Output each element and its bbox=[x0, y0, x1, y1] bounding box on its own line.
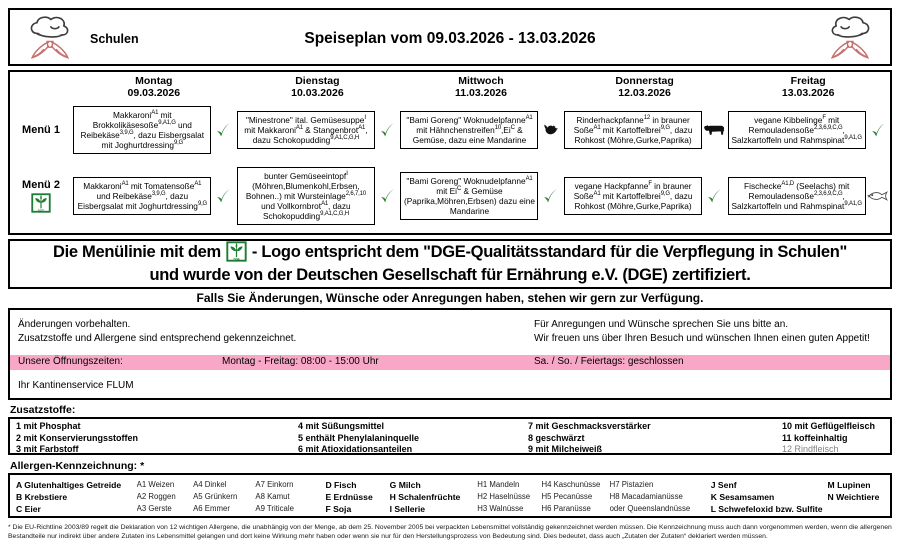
header-box bbox=[8, 8, 892, 66]
info-note-appetit: Wir freuen uns über Ihren Besuch und wünschen Ihnen einen guten Appetit! bbox=[534, 333, 870, 344]
allergens-box bbox=[8, 473, 892, 518]
allergen-item: A8 Kamut bbox=[255, 492, 290, 501]
menu2-cell bbox=[399, 158, 563, 233]
day-column bbox=[726, 72, 890, 233]
check-icon bbox=[703, 186, 725, 206]
svg-text:DGE: DGE bbox=[37, 208, 45, 212]
info-note-additives: Zusatzstoffe und Allergene sind entsprechend gekennzeichnet. bbox=[18, 333, 297, 344]
check-icon bbox=[376, 120, 398, 140]
allergen-item: D Fisch bbox=[325, 480, 357, 490]
menu1-cell bbox=[236, 102, 400, 158]
allergen-item: H Schalenfrüchte bbox=[389, 492, 461, 502]
opening-hours-label: Unsere Öffnungszeiten: bbox=[18, 356, 123, 367]
allergen-item: M Lupinen bbox=[827, 480, 871, 490]
check-icon bbox=[212, 120, 234, 140]
allergen-item: K Sesamsamen bbox=[710, 492, 775, 502]
allergen-item: A2 Roggen bbox=[136, 492, 176, 501]
allergen-item: A5 Grünkern bbox=[193, 492, 238, 501]
day-header bbox=[726, 72, 890, 102]
allergen-item: H2 Haselnüsse bbox=[477, 492, 531, 501]
opening-hours-weekend: Sa. / So. / Feiertags: geschlossen bbox=[534, 356, 684, 367]
dge-notice-line1-before: Die Menülinie mit dem bbox=[52, 243, 221, 261]
days-columns bbox=[72, 72, 890, 233]
allergen-column bbox=[477, 479, 541, 515]
day-column bbox=[399, 72, 563, 233]
additive-item: 10 mit Geflügelfleisch bbox=[782, 421, 876, 431]
additive-item: 4 mit Süßungsmittel bbox=[298, 421, 385, 431]
additives-title: Zusatzstoffe: bbox=[10, 404, 76, 416]
allergen-column bbox=[193, 479, 255, 515]
day-header bbox=[399, 72, 563, 102]
allergen-item: A3 Gerste bbox=[136, 504, 172, 513]
dge-logo bbox=[226, 241, 247, 262]
day-date: 10.03.2026 bbox=[291, 87, 344, 99]
allergen-item: E Erdnüsse bbox=[325, 492, 373, 502]
dge-notice-line2: und wurde von der Deutschen Gesellschaft für Ernährung e.V. (DGE) zertifiziert. bbox=[149, 266, 751, 284]
allergen-column bbox=[137, 479, 193, 515]
menu2-cell bbox=[236, 158, 400, 233]
day-date: 09.03.2026 bbox=[127, 87, 181, 99]
additives-box bbox=[8, 417, 892, 455]
allergen-item: A4 Dinkel bbox=[193, 480, 227, 489]
day-name: Montag bbox=[135, 75, 173, 87]
additive-item: 9 mit Milcheiweiß bbox=[528, 444, 603, 454]
cow-icon bbox=[703, 120, 725, 140]
allergen-item: A1 Weizen bbox=[136, 480, 175, 489]
meal-text: "Bami Goreng" Woknudelpfanne$^{A1}$ mit $Ei^C$ & Gemüse (Paprika,Möhren,Erbsen) dazu eine Mandarine bbox=[400, 172, 538, 220]
meal-text: "Minestrone" ital. Gemüsesuppe$^I$ mit Makkaroni$^{A1}$ & Stangenbrot$^{A1}$, dazu Schokopudding$^{9,A1,C,G,H}$ bbox=[237, 111, 375, 149]
menu1-row-label: Menü 1 bbox=[22, 124, 60, 136]
day-column bbox=[236, 72, 400, 233]
check-icon bbox=[376, 186, 398, 206]
day-name: Dienstag bbox=[295, 75, 340, 87]
chicken-icon bbox=[539, 120, 561, 140]
allergen-item: A7 Einkorn bbox=[255, 480, 294, 489]
additive-item: 12 Rindfleisch bbox=[782, 444, 839, 454]
additives-column bbox=[298, 421, 419, 456]
allergen-item: F Soja bbox=[325, 504, 352, 514]
dge-notice-box bbox=[8, 239, 892, 289]
menu2-cell bbox=[563, 158, 727, 233]
meal-text: Makkaroni$^{A1}$ mit Brokkolikäsesoße$^{9,A1,G}$ und Reibekäse$^{3,9,G}$, dazu Eisbergsalat mit Joghurtdressing$^{9,G}$ bbox=[73, 106, 211, 154]
menu2-cell bbox=[726, 158, 890, 233]
meal-text: Rinderhackpfanne$^{12}$ in brauner Soße$^{A1}$ mit Kartoffelbrei$^{9,G}$, dazu Rohkost (Möhre,Gurke,Paprika) bbox=[564, 111, 702, 149]
menu2-cell bbox=[72, 158, 236, 233]
menu1-cell bbox=[563, 102, 727, 158]
day-date: 11.03.2026 bbox=[454, 87, 507, 99]
additive-item: 6 mit Atioxidationsanteilen bbox=[298, 444, 413, 454]
canteen-service-line: Ihr Kantinenservice FLUM bbox=[18, 380, 134, 391]
allergen-column bbox=[541, 479, 609, 515]
info-box bbox=[8, 308, 892, 400]
day-header bbox=[72, 72, 236, 102]
check-icon bbox=[539, 186, 561, 206]
additives-column bbox=[16, 421, 138, 456]
day-name: Mittwoch bbox=[458, 75, 504, 87]
menu1-cell bbox=[726, 102, 890, 158]
meal-text: bunter Gemüseeintopf$^I$ (Möhren,Blumenkohl,Erbsen, Bohnen..) mit Wursteinlage$^{2,6,7,10}$ und Vollkornbrot$^{A1}$, dazu Schokopudding$^{9,A1,C,G,H}$ bbox=[237, 167, 375, 225]
additives-column bbox=[528, 421, 651, 456]
day-column bbox=[72, 72, 236, 233]
allergens-title: Allergen-Kennzeichnung: * bbox=[10, 460, 145, 472]
day-date: 12.03.2026 bbox=[618, 87, 671, 99]
allergen-item: I Sellerie bbox=[389, 504, 426, 514]
allergen-item: H3 Walnüsse bbox=[477, 504, 524, 513]
menu1-cell bbox=[399, 102, 563, 158]
meal-text: Fischecke$^{A1,D}$ (Seelachs) mit Remouladensoße$^{2,3,6,9,C,G}$, Salzkartoffeln und Rahmspinat$^{9,A1,G}$ bbox=[728, 177, 866, 215]
info-note-suggestions: Für Anregungen und Wünsche sprechen Sie uns bitte an. bbox=[534, 319, 789, 330]
additive-item: 8 geschwärzt bbox=[528, 432, 585, 443]
allergen-item: H1 Mandeln bbox=[477, 480, 520, 489]
svg-text:DGE: DGE bbox=[233, 257, 240, 262]
info-note-changes: Änderungen vorbehalten. bbox=[18, 319, 131, 330]
additive-item: 1 mit Phosphat bbox=[16, 421, 81, 431]
dge-notice-line1 bbox=[53, 241, 847, 264]
allergen-column bbox=[16, 479, 137, 515]
allergen-column bbox=[325, 479, 389, 515]
additive-item: 11 koffeinhaltig bbox=[782, 432, 848, 443]
menu1-cell bbox=[72, 102, 236, 158]
allergen-item: H5 Pecanüsse bbox=[541, 492, 593, 501]
meal-text: vegane Kibbelinge$^F$ mit Remouladensoße$^{2,3,6,9,C,G}$, Salzkartoffeln und Rahmspinat$^{9,A1,G}$ bbox=[728, 111, 866, 149]
allergen-item: H7 Pistazien bbox=[609, 480, 654, 489]
allergen-item: J Senf bbox=[710, 480, 737, 490]
chef-hat-icon bbox=[824, 12, 876, 66]
allergen-item: oder Queenslandnüsse bbox=[609, 504, 691, 513]
menu-table bbox=[8, 70, 892, 235]
fish-icon bbox=[867, 186, 889, 206]
meal-text: vegane Hackpfanne$^F$ in brauner Soße$^{A1}$ mit Kartoffelbrei$^{9,G}$, dazu Rohkost (Möhre,Gurke,Paprika) bbox=[564, 177, 702, 215]
additives-column bbox=[782, 421, 875, 456]
additive-item: 5 enthält Phenylalaninquelle bbox=[298, 432, 420, 443]
day-header bbox=[563, 72, 727, 102]
allergen-item: A6 Emmer bbox=[193, 504, 230, 513]
menu2-row-label: Menü 2 bbox=[22, 178, 60, 191]
opening-hours-band bbox=[10, 355, 890, 370]
allergen-column bbox=[711, 479, 828, 515]
day-header bbox=[236, 72, 400, 102]
day-column bbox=[563, 72, 727, 233]
day-name: Donnerstag bbox=[615, 75, 674, 87]
meal-text: Makkaroni$^{A1}$ mit Tomatensoße$^{A1}$ und Reibekäse$^{3,9,G}$, dazu Eisbergsalat mit Joghurtdressing$^{9,G}$ bbox=[73, 177, 211, 215]
allergen-item: G Milch bbox=[389, 480, 421, 490]
check-icon bbox=[212, 186, 234, 206]
allergen-column bbox=[828, 479, 884, 503]
allergen-item: A Glutenhaltiges Getreide bbox=[16, 480, 122, 490]
check-icon bbox=[867, 120, 889, 140]
allergen-item: N Weichtiere bbox=[827, 492, 880, 502]
day-name: Freitag bbox=[790, 75, 826, 87]
allergen-item: L Schwefeloxid bzw. Sulfite bbox=[710, 504, 823, 514]
additive-item: 3 mit Farbstoff bbox=[16, 444, 79, 454]
allergen-column bbox=[610, 479, 711, 515]
allergen-item: H8 Macadamianüsse bbox=[609, 492, 683, 501]
brand-label: Schulen bbox=[90, 32, 139, 46]
menu-row-labels bbox=[10, 72, 72, 233]
allergen-item: B Krebstiere bbox=[16, 492, 68, 502]
service-prompt-line: Falls Sie Änderungen, Wünsche oder Anregungen haben, stehen wir gern zur Verfügung. bbox=[196, 291, 704, 305]
page-title: Speiseplan vom 09.03.2026 - 13.03.2026 bbox=[304, 30, 596, 47]
allergen-column bbox=[390, 479, 478, 515]
allergen-item: H4 Kaschunüsse bbox=[541, 480, 601, 489]
meal-text: "Bami Goreng" Woknudelpfanne$^{A1}$ mit $Hähnchenstreifen^{10},Ei^C$ & Gemüse, dazu eine Mandarine bbox=[400, 111, 538, 149]
allergen-item: H6 Paranüsse bbox=[541, 504, 591, 513]
day-date: 13.03.2026 bbox=[781, 87, 835, 99]
allergen-item: A9 Triticale bbox=[255, 504, 294, 513]
allergen-item: C Eier bbox=[16, 504, 41, 514]
dge-logo bbox=[31, 193, 51, 213]
footnote: * Die EU-Richtline 2003/89 regelt die Deklaration von 12 wichtigen Allergene, die unabhängig von der Menge, ab dem 25. November 2005 bei verpackten Lebensmittel vollständig gekennzeichnet werden müssen. Die Kennzeichnung muss auch dann vorgenommen werden, wenn die allergenen Bestandteile nur indirekt über andere Zutaten ins Lebensmittel gelangen und dort keine Wirkung mehr haben oder wenn sie nur für den Herstellungsprozess von Bedeutung sind. Dies bedeutet, dass auch „Zutaten der Zutaten“ deklariert werden müssen. bbox=[8, 524, 892, 540]
dge-notice-line1-after: - Logo entspricht dem "DGE-Qualitätsstandard für die Verpflegung in Schulen" bbox=[251, 243, 848, 261]
additive-item: 7 mit Geschmacksverstärker bbox=[528, 421, 651, 431]
additive-item: 2 mit Konservierungsstoffen bbox=[16, 432, 139, 443]
opening-hours-week: Montag - Freitag: 08:00 - 15:00 Uhr bbox=[222, 356, 379, 367]
allergen-column bbox=[255, 479, 325, 515]
